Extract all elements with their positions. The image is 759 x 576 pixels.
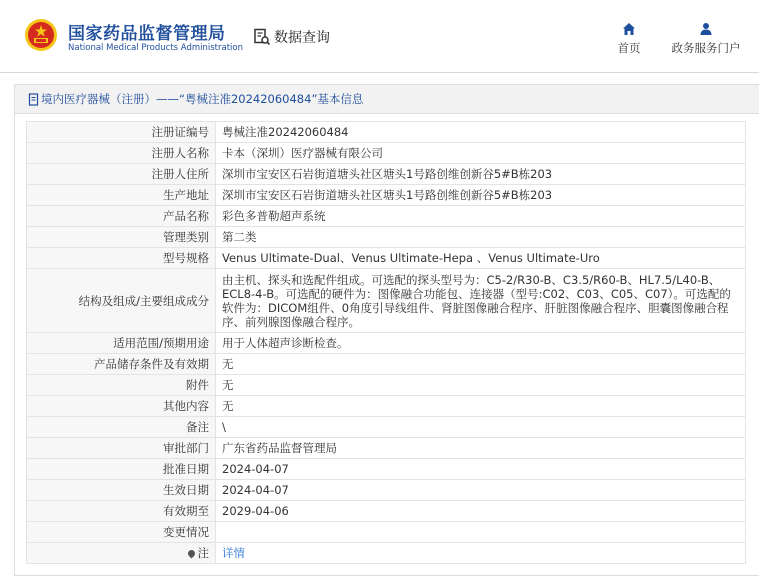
field-label: 型号规格 xyxy=(27,248,216,269)
site-header xyxy=(0,0,759,73)
site-logo-subtitle: National Medical Products Administration xyxy=(68,43,243,53)
field-label: 有效期至 xyxy=(27,501,216,522)
table-row xyxy=(27,206,746,227)
table-row xyxy=(27,375,746,396)
field-value: 广东省药品监督管理局 xyxy=(216,438,746,459)
field-label: 产品名称 xyxy=(27,206,216,227)
map-pin-icon xyxy=(186,549,196,559)
field-label: 注 xyxy=(197,546,209,560)
field-label: 结构及组成/主要组成成分 xyxy=(27,269,216,333)
table-row xyxy=(27,143,746,164)
document-icon xyxy=(28,93,40,106)
field-value xyxy=(216,522,746,543)
table-row xyxy=(27,333,746,354)
field-value: 无 xyxy=(216,354,746,375)
field-value: 彩色多普勒超声系统 xyxy=(216,206,746,227)
nav-service-portal-label: 政务服务门户 xyxy=(671,41,741,55)
table-row xyxy=(27,438,746,459)
table-row xyxy=(27,543,746,564)
info-panel xyxy=(14,84,759,576)
field-value: 无 xyxy=(216,375,746,396)
details-link[interactable]: 详情 xyxy=(222,546,245,560)
table-row xyxy=(27,227,746,248)
field-value: 粤械注准20242060484 xyxy=(216,122,746,143)
nav-home-label: 首页 xyxy=(617,41,641,55)
table-row xyxy=(27,354,746,375)
field-label: 注册人住所 xyxy=(27,164,216,185)
data-query-heading xyxy=(253,27,330,47)
field-label: 变更情况 xyxy=(27,522,216,543)
table-row xyxy=(27,185,746,206)
field-value: 2029-04-06 xyxy=(216,501,746,522)
field-label: 生产地址 xyxy=(27,185,216,206)
field-label: 适用范围/预期用途 xyxy=(27,333,216,354)
field-value: 由主机、探头和选配件组成。可选配的探头型号为：C5-2/R30-B、C3.5/R60-B、HL7.5/L40-B、ECL8-4-B。可选配的硬件为：图像融合功能包、连接器（型号:C02、C03、C05、C07）。可选配的软件为：DICOM组件、0角度引导线组件、肾脏图像融合程序、肝脏图像融合程序、胆囊图像融合程序、前列腺图像融合程序。 xyxy=(216,269,746,333)
field-value: 用于人体超声诊断检查。 xyxy=(216,333,746,354)
field-label: 其他内容 xyxy=(27,396,216,417)
field-label: 附件 xyxy=(27,375,216,396)
field-value: 深圳市宝安区石岩街道塘头社区塘头1号路创维创新谷5#B栋203 xyxy=(216,164,746,185)
device-info-table xyxy=(26,121,746,564)
field-value: Venus Ultimate-Dual、Venus Ultimate-Hepa 、Venus Ultimate-Uro xyxy=(216,248,746,269)
table-row xyxy=(27,396,746,417)
field-value: 无 xyxy=(216,396,746,417)
field-value: 卡本（深圳）医疗器械有限公司 xyxy=(216,143,746,164)
info-panel-title: 境内医疗器械（注册）——“粤械注准20242060484”基本信息 xyxy=(41,92,364,106)
field-value: 第二类 xyxy=(216,227,746,248)
field-label: 注册证编号 xyxy=(27,122,216,143)
user-icon xyxy=(699,22,713,36)
field-label: 备注 xyxy=(27,417,216,438)
field-value: 2024-04-07 xyxy=(216,480,746,501)
national-emblem-icon xyxy=(24,18,58,52)
table-row xyxy=(27,480,746,501)
table-row xyxy=(27,522,746,543)
table-row xyxy=(27,248,746,269)
field-value: \ xyxy=(216,417,746,438)
field-label: 生效日期 xyxy=(27,480,216,501)
home-icon xyxy=(622,22,636,36)
field-label: 注册人名称 xyxy=(27,143,216,164)
field-value: 深圳市宝安区石岩街道塘头社区塘头1号路创维创新谷5#B栋203 xyxy=(216,185,746,206)
table-row xyxy=(27,417,746,438)
table-row xyxy=(27,122,746,143)
nav-service-portal[interactable] xyxy=(667,22,745,56)
field-label: 产品储存条件及有效期 xyxy=(27,354,216,375)
field-value xyxy=(216,543,746,564)
data-query-label: 数据查询 xyxy=(274,30,330,46)
nav-home[interactable] xyxy=(612,22,646,56)
field-value: 2024-04-07 xyxy=(216,459,746,480)
site-logo-title: 国家药品监督管理局 xyxy=(68,24,226,44)
field-label: 审批部门 xyxy=(27,438,216,459)
field-label: 批准日期 xyxy=(27,459,216,480)
note-label-cell xyxy=(27,543,216,564)
field-label: 管理类别 xyxy=(27,227,216,248)
table-row xyxy=(27,459,746,480)
document-search-icon xyxy=(253,28,271,46)
table-row xyxy=(27,164,746,185)
table-row xyxy=(27,269,746,333)
table-row xyxy=(27,501,746,522)
info-panel-header xyxy=(15,85,759,114)
